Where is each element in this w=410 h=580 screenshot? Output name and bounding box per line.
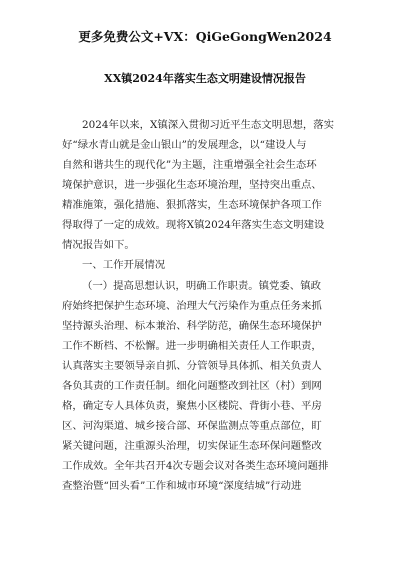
paragraph-line: 工作不断档、不松懈。进一步明确相关责任人工作职责， xyxy=(62,340,322,352)
paragraph-line: 格，确定专人具体负责，聚焦小区楼院、背街小巷、平房 xyxy=(62,400,322,412)
report-title: XX镇2024年落实生态文明建设情况报告 xyxy=(104,72,306,85)
paragraph-line: 精准施策，强化措施、狠抓落实，生态环境保护各项工作 xyxy=(62,199,322,211)
paragraph-line: 好“绿水青山就是金山银山”的发展理念，以“建设人与 xyxy=(62,139,307,151)
paragraph-line: 查整治暨“回头看”工作和城市环境“深度结城”行动进 xyxy=(62,480,302,492)
paragraph-line: 坚持源头治理、标本兼治、科学防范，确保生态环境保护 xyxy=(62,320,322,332)
paragraph-line: 自然和谐共生的现代化”为主题，注重增强全社会生态环 xyxy=(62,159,317,171)
paragraph-line: 境保护意识，进一步强化生态环境治理，坚持突出重点、 xyxy=(62,179,322,191)
paragraph-line: 府始终把保护生态环境、治理大气污染作为重点任务来抓 xyxy=(62,300,322,312)
paragraph-line: 工作成效。全年共召开4次专题会议对各类生态环境问题排 xyxy=(62,460,329,472)
paragraph-line: （一）提高思想认识，明确工作职责。镇党委、镇政 xyxy=(82,280,321,292)
paragraph-line: 得取得了一定的成效。现将X镇2024年落实生态文明建设 xyxy=(62,219,325,231)
section-heading: 一、工作开展情况 xyxy=(82,259,166,271)
paragraph-line: 2024年以来，X镇深入贯彻习近平生态文明思想，落实 xyxy=(82,119,335,131)
page-header: 更多免费公文+VX：QiGeGongWen2024 xyxy=(78,29,332,44)
paragraph-line: 区、河沟渠道、城乡接合部、环保监测点等重点部位，盯 xyxy=(62,420,322,432)
paragraph-line: 各负其责的工作责任制。细化问题整改到社区（村）到网 xyxy=(62,380,322,392)
paragraph-line: 认真落实主要领导亲自抓、分管领导具体抓、相关负责人 xyxy=(62,360,322,372)
paragraph-line: 情况报告如下。 xyxy=(62,239,135,251)
paragraph-line: 紧关键问题，注重源头治理，切实保证生态环保问题整改 xyxy=(62,440,322,452)
